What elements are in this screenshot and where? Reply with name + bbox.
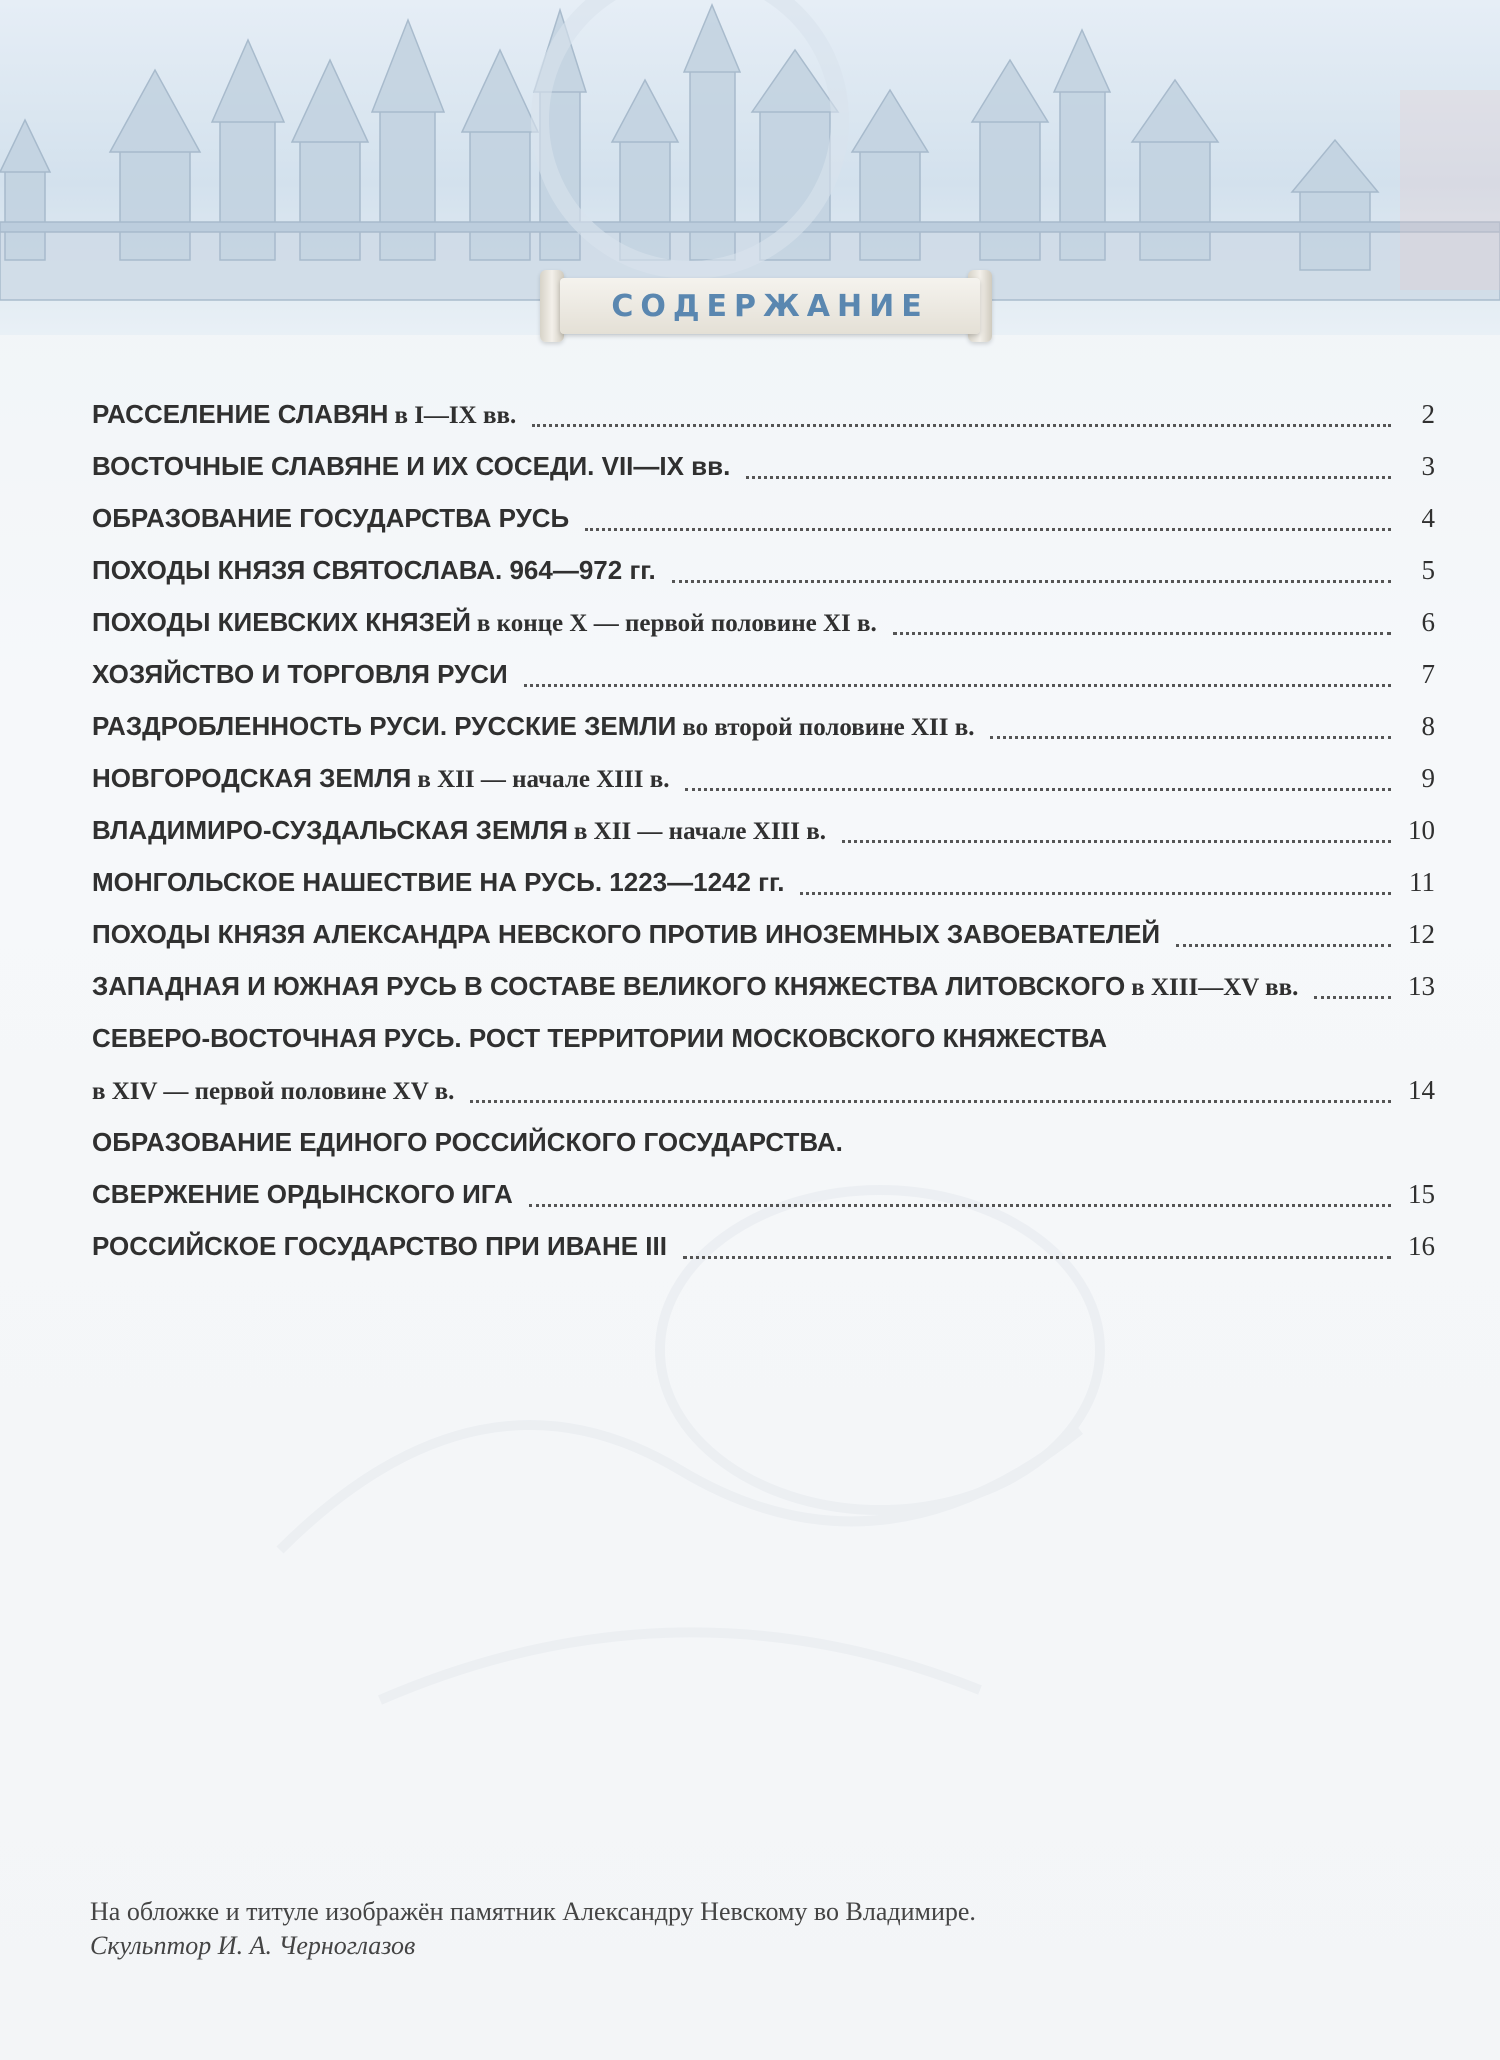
toc-entry-heading: ВОСТОЧНЫЕ СЛАВЯНЕ И ИХ СОСЕДИ. VII—IX вв. — [92, 451, 731, 481]
toc-page-number: 16 — [1408, 1231, 1435, 1261]
toc-page-number: 8 — [1421, 711, 1435, 741]
toc-entry[interactable] — [92, 804, 1435, 856]
toc-page-number: 11 — [1409, 867, 1435, 897]
toc-entry-title — [92, 960, 1298, 1014]
toc-entry-title — [92, 492, 569, 544]
toc-entry-heading: ПОХОДЫ КИЕВСКИХ КНЯЗЕЙ — [92, 607, 471, 637]
toc-entry-period: в конце X — первой половине XI в. — [476, 610, 877, 637]
toc-entry-heading: МОНГОЛЬСКОЕ НАШЕСТВИЕ НА РУСЬ. 1223—1242 гг. — [92, 867, 785, 897]
toc-entry[interactable] — [92, 440, 1435, 492]
toc-entry[interactable] — [92, 492, 1435, 544]
toc-entry-heading: ОБРАЗОВАНИЕ ЕДИНОГО РОССИЙСКОГО ГОСУДАРСТВА. — [92, 1127, 843, 1157]
toc-page-number: 15 — [1408, 1179, 1435, 1209]
toc-page-number: 14 — [1408, 1075, 1435, 1105]
title-ribbon — [560, 278, 980, 334]
toc-entry-heading: ОБРАЗОВАНИЕ ГОСУДАРСТВА РУСЬ — [92, 503, 570, 533]
toc-entry-title — [92, 856, 784, 908]
toc-entry[interactable] — [92, 1012, 1435, 1064]
toc-leader-dots — [1176, 943, 1391, 947]
toc-entry-title — [92, 596, 877, 650]
toc-entry[interactable] — [92, 596, 1435, 648]
toc-entry[interactable] — [92, 648, 1435, 700]
toc-entry[interactable] — [92, 544, 1435, 596]
toc-entry-heading: ПОХОДЫ КНЯЗЯ СВЯТОСЛАВА. 964—972 гг. — [92, 555, 656, 585]
toc-entry-title — [92, 388, 516, 442]
toc-entry-title — [92, 804, 826, 858]
toc-page-number: 3 — [1421, 451, 1435, 481]
toc-entry-heading: РАЗДРОБЛЕННОСТЬ РУСИ. РУССКИЕ ЗЕМЛИ — [92, 711, 677, 741]
toc-entry-title — [92, 1012, 1107, 1064]
toc-entry[interactable] — [92, 700, 1435, 752]
toc-entry-title — [92, 544, 656, 596]
toc-entry-title — [92, 700, 974, 754]
toc-entry-title — [92, 440, 730, 492]
toc-leader-dots — [529, 1203, 1391, 1207]
toc-entry[interactable] — [92, 1064, 1435, 1116]
toc-entry-heading: ПОХОДЫ КНЯЗЯ АЛЕКСАНДРА НЕВСКОГО ПРОТИВ ИНОЗЕМНЫХ ЗАВОЕВАТЕЛЕЙ — [92, 919, 1161, 949]
toc-entry-title — [92, 1168, 513, 1220]
toc-leader-dots — [470, 1099, 1391, 1103]
toc-entry-heading: ЗАПАДНАЯ И ЮЖНАЯ РУСЬ В СОСТАВЕ ВЕЛИКОГО КНЯЖЕСТВА ЛИТОВСКОГО — [92, 971, 1126, 1001]
toc-entry-heading: СВЕРЖЕНИЕ ОРДЫНСКОГО ИГА — [92, 1179, 513, 1209]
toc-entry-period: в XII — начале XIII в. — [417, 766, 670, 793]
toc-page-number: 9 — [1421, 763, 1435, 793]
toc-entry-title — [92, 1064, 454, 1118]
toc-leader-dots — [990, 735, 1391, 739]
toc-entry-title — [92, 648, 508, 700]
toc-entry-title — [92, 752, 669, 806]
toc-entry-period: в I—IX вв. — [394, 402, 517, 429]
toc-entry-heading: РОССИЙСКОЕ ГОСУДАРСТВО ПРИ ИВАНЕ III — [92, 1231, 667, 1261]
toc-entry-period: в XIII—XV вв. — [1131, 974, 1299, 1001]
toc-entry-heading: РАССЕЛЕНИЕ СЛАВЯН — [92, 399, 389, 429]
footnote-text: На обложке и титуле изображён памятник Александру Невскому во Владимире. — [90, 1897, 976, 1926]
toc-entry[interactable] — [92, 1220, 1435, 1272]
toc-leader-dots — [585, 527, 1391, 531]
toc-leader-dots — [683, 1255, 1391, 1259]
toc-entry[interactable] — [92, 908, 1435, 960]
toc-leader-dots — [524, 683, 1391, 687]
toc-leader-dots — [672, 579, 1391, 583]
toc-page-number: 5 — [1421, 555, 1435, 585]
toc-entry[interactable] — [92, 960, 1435, 1012]
table-of-contents — [92, 388, 1435, 1272]
toc-leader-dots — [893, 631, 1391, 635]
toc-page-number: 10 — [1408, 815, 1435, 845]
toc-entry-heading: ХОЗЯЙСТВО И ТОРГОВЛЯ РУСИ — [92, 659, 508, 689]
toc-page-number: 6 — [1421, 607, 1435, 637]
cover-footnote — [90, 1895, 1390, 1963]
toc-entry-period: в XII — начале XIII в. — [573, 818, 827, 845]
toc-page-number: 7 — [1421, 659, 1435, 689]
toc-entry[interactable] — [92, 388, 1435, 440]
toc-leader-dots — [800, 891, 1391, 895]
toc-leader-dots — [842, 839, 1391, 843]
toc-page-number: 4 — [1421, 503, 1435, 533]
toc-entry-title — [92, 1116, 843, 1168]
toc-leader-dots — [685, 787, 1391, 791]
toc-page-number: 13 — [1408, 971, 1435, 1001]
toc-page-number: 2 — [1421, 399, 1435, 429]
footnote-sculptor: Скульптор И. А. Черноглазов — [90, 1931, 416, 1960]
toc-entry-heading: ВЛАДИМИРО-СУЗДАЛЬСКАЯ ЗЕМЛЯ — [92, 815, 568, 845]
toc-entry-period: в XIV — первой половине XV в. — [92, 1078, 455, 1105]
toc-entry[interactable] — [92, 1168, 1435, 1220]
toc-entry[interactable] — [92, 856, 1435, 908]
toc-entry[interactable] — [92, 1116, 1435, 1168]
toc-page-number: 12 — [1408, 919, 1435, 949]
toc-entry-heading: СЕВЕРО-ВОСТОЧНАЯ РУСЬ. РОСТ ТЕРРИТОРИИ МОСКОВСКОГО КНЯЖЕСТВА — [92, 1023, 1108, 1053]
toc-entry-heading: НОВГОРОДСКАЯ ЗЕМЛЯ — [92, 763, 412, 793]
toc-leader-dots — [532, 423, 1391, 427]
toc-entry-period: во второй половине XII в. — [682, 714, 975, 741]
toc-entry-title — [92, 908, 1160, 960]
page-title: СОДЕРЖАНИЕ — [611, 288, 929, 324]
toc-entry-title — [92, 1220, 667, 1272]
toc-leader-dots — [1314, 995, 1391, 999]
toc-leader-dots — [746, 475, 1391, 479]
toc-entry[interactable] — [92, 752, 1435, 804]
